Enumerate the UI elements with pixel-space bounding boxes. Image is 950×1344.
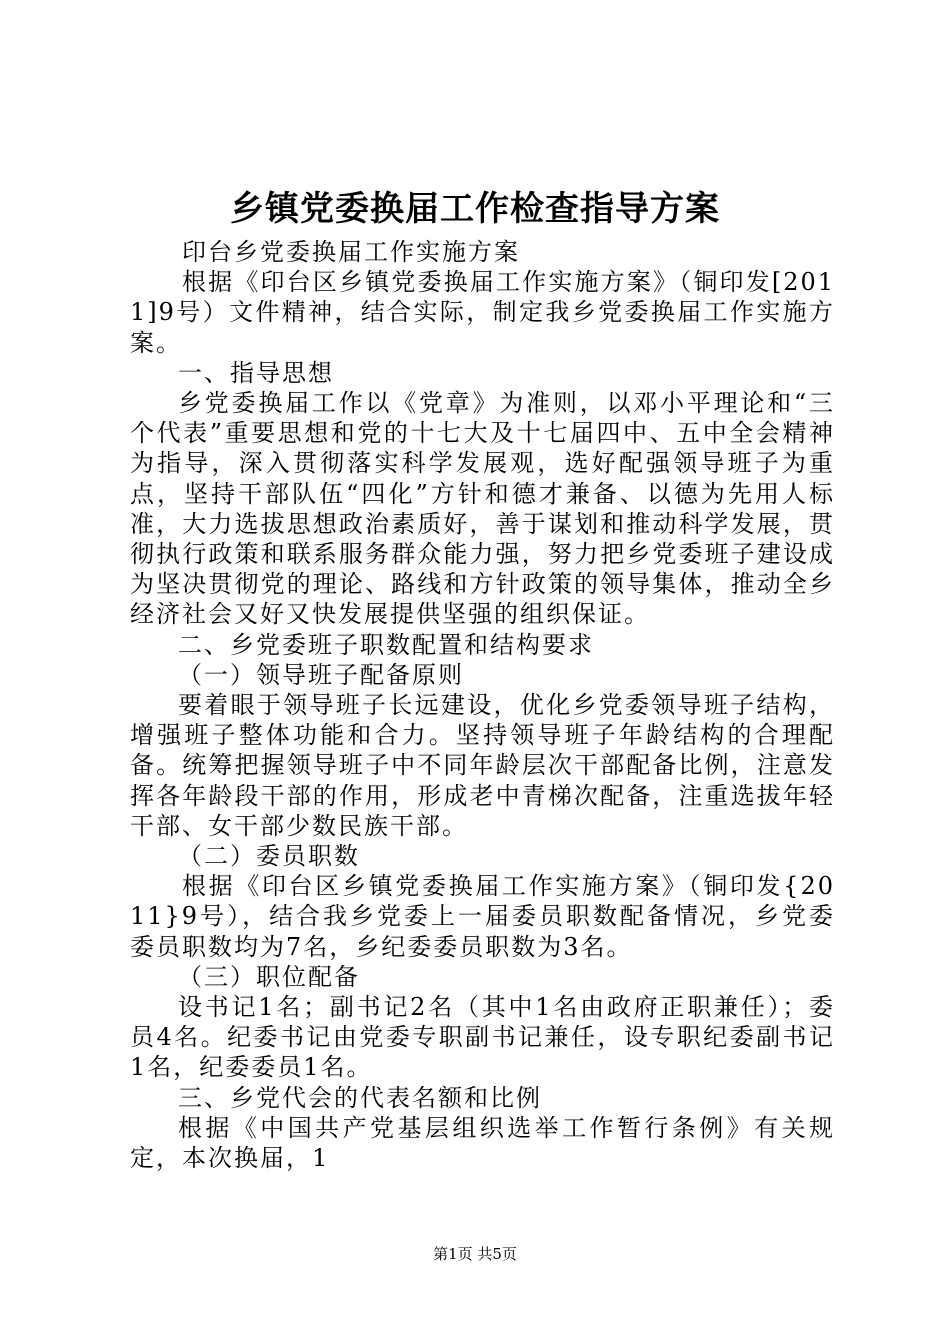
document-body (130, 237, 835, 1173)
heading-section-3: 三、乡党代会的代表名额和比例 (178, 1083, 542, 1112)
paragraph-positions: 设书记1名；副书记2名（其中1名由政府正职兼任）；委员4名。纪委书记由党委专职副书记兼任，设专职纪委副书记1名，纪委委员1名。 (130, 993, 835, 1082)
page-footer: 第1页 共5页 (433, 1245, 517, 1263)
paragraph-guiding-thought: 乡党委换届工作以《党章》为准则，以邓小平理论和“三个代表”重要思想和党的十七大及十七届四中、五中全会精神为指导，深入贯彻落实科学发展观，选好配强领导班子为重点，坚持干部队伍“四化”方针和德才兼备、以德为先用人标准，大力选拔思想政治素质好，善于谋划和推动科学发展，贯彻执行政策和联系服务群众能力强，努力把乡党委班子建设成为坚决贯彻党的理论、路线和方针政策的领导集体，推动全乡经济社会又好又快发展提供坚强的组织保证。 (130, 389, 835, 629)
paragraph-subtitle: 印台乡党委换届工作实施方案 (182, 238, 520, 266)
paragraph-member-count: 根据《印台区乡镇党委换届工作实施方案》（铜印发{2011}9号），结合我乡党委上一届委员职数配备情况，乡党委委员职数均为7名，乡纪委委员职数为3名。 (130, 872, 835, 961)
heading-section-1: 一、指导思想 (178, 358, 334, 387)
paragraph-principles: 要着眼于领导班子长远建设，优化乡党委领导班子结构，增强班子整体功能和合力。坚持领导班子年龄结构的合理配备。统筹把握领导班子中不同年龄层次干部配备比例，注意发挥各年龄段干部的作用，形成老中青梯次配备，注重选拔年轻干部、女干部少数民族干部。 (130, 691, 835, 840)
heading-subsection-3: （三）职位配备 (178, 962, 360, 991)
paragraph-delegates: 根据《中国共产党基层组织选举工作暂行条例》有关规定，本次换届，1 (130, 1113, 835, 1173)
document-title: 乡镇党委换届工作检查指导方案 (230, 189, 720, 229)
paragraph-intro: 根据《印台区乡镇党委换届工作实施方案》（铜印发[2011]9号）文件精神，结合实际，制定我乡党委换届工作实施方案。 (130, 268, 835, 357)
heading-subsection-2: （二）委员职数 (178, 842, 360, 871)
heading-subsection-1: （一）领导班子配备原则 (178, 660, 464, 689)
heading-section-2: 二、乡党委班子职数配置和结构要求 (178, 630, 594, 659)
